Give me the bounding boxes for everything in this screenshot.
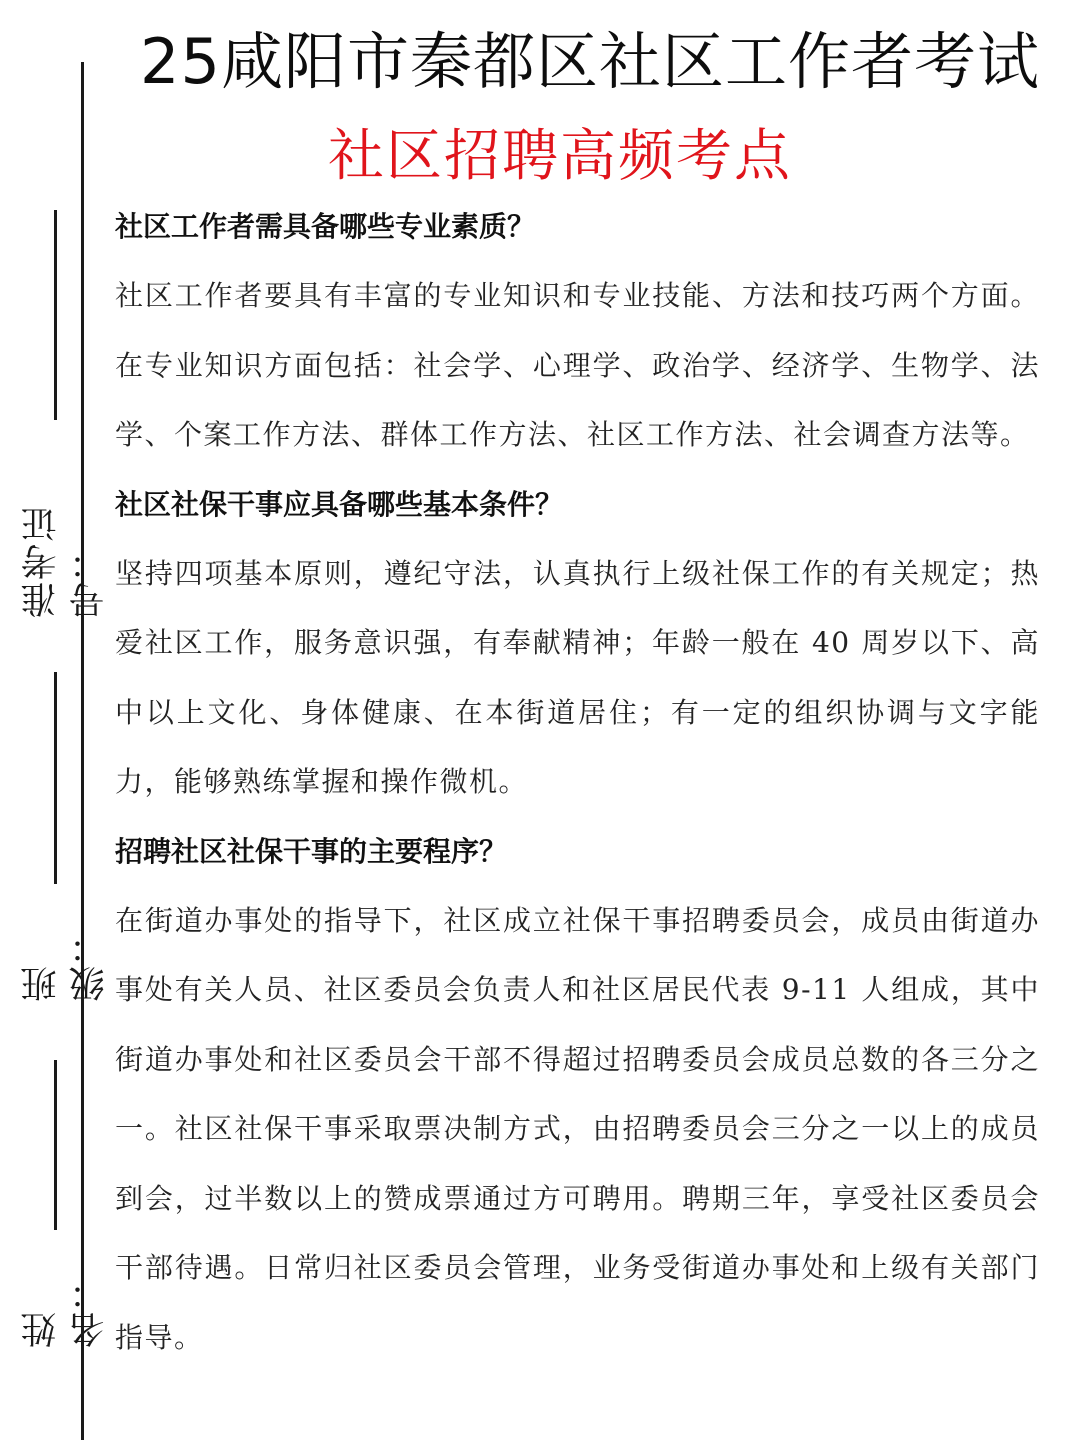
name-label: 姓名： — [21, 1272, 110, 1348]
class-label: 班级： — [21, 926, 110, 1002]
page-subtitle: 社区招聘高频考点 — [328, 124, 792, 189]
exam-id-line — [54, 210, 57, 420]
question-heading: 社区社保干事应具备哪些基本条件？ — [115, 487, 564, 521]
binding-rule — [81, 62, 84, 1440]
qa-content — [115, 192, 1040, 1372]
answer-paragraph: 坚持四项基本原则，遵纪守法，认真执行上级社保工作的有关规定；热爱社区工作，服务意识强，有奉献精神；年龄一般在 40 周岁以下、高中以上文化、身体健康、在本街道居住；有一定的组织协调与文字能力，能够熟练掌握和操作微机。 — [115, 556, 1040, 798]
name-line — [54, 1060, 57, 1230]
answer-paragraph: 在街道办事处的指导下，社区成立社保干事招聘委员会，成员由街道办事处有关人员、社区委员会负责人和社区居民代表 9-11 人组成，其中街道办事处和社区委员会干部不得超过招聘委员会成员总数的各三分之一。社区社保干事采取票决制方式，由招聘委员会三分之一以上的成员到会，过半数以上的赞成票通过方可聘用。聘期三年，享受社区委员会干部待遇。日常归社区委员会管理，业务受街道办事处和上级有关部门指导。 — [115, 903, 1040, 1354]
page-title: 25咸阳市秦都区社区工作者考试 — [140, 25, 1040, 98]
qa-section — [115, 817, 1040, 1373]
exam-id-label: 准考证号： — [21, 504, 110, 618]
answer-paragraph: 社区工作者要具有丰富的专业知识和专业技能、方法和技巧两个方面。在专业知识方面包括：社会学、心理学、政治学、经济学、生物学、法学、个案工作方法、群体工作方法、社区工作方法、社会调查方法等。 — [115, 279, 1040, 451]
question-heading: 社区工作者需具备哪些专业素质？ — [115, 210, 536, 243]
qa-section — [115, 192, 1040, 470]
class-line — [54, 672, 57, 884]
question-heading: 招聘社区社保干事的主要程序？ — [115, 834, 508, 868]
qa-section — [115, 470, 1040, 817]
